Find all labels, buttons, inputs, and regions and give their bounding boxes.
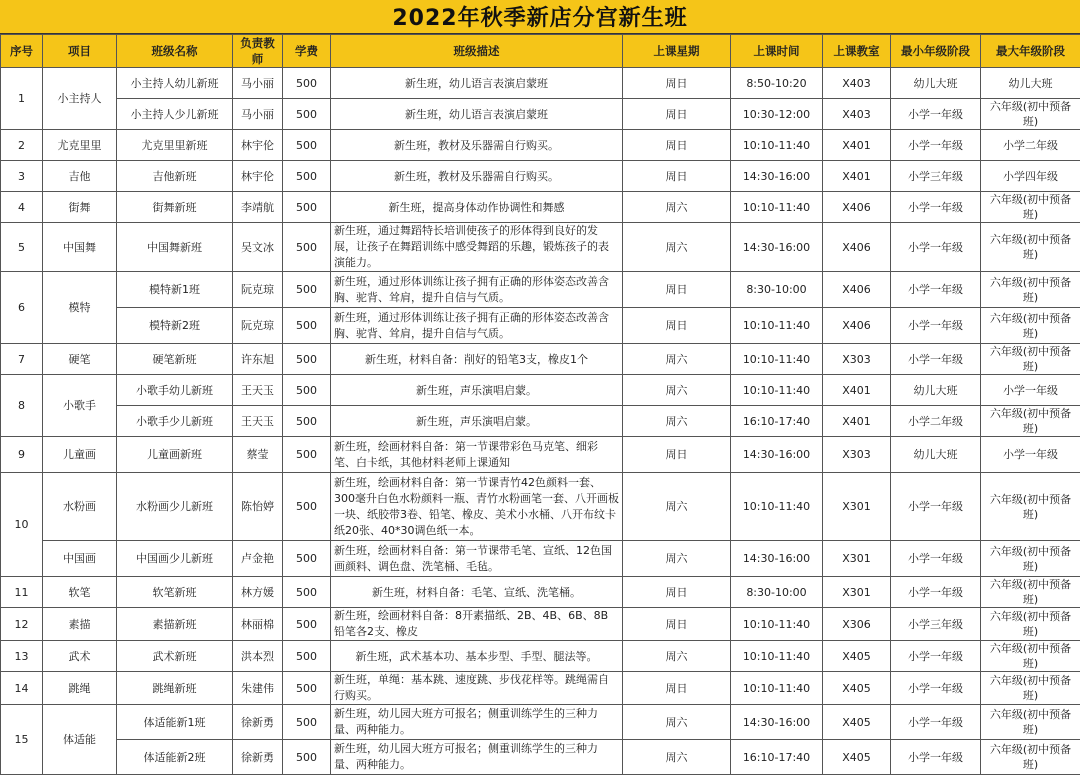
cell-min-grade: 幼儿大班 xyxy=(891,68,981,99)
cell-min-grade: 小学一年级 xyxy=(891,672,981,705)
table-row xyxy=(1,344,1080,375)
cell-no: 9 xyxy=(1,437,43,473)
cell-class-name: 小歌手幼儿新班 xyxy=(117,375,233,406)
cell-project: 武术 xyxy=(43,641,117,672)
cell-description: 新生班，声乐演唱启蒙。 xyxy=(331,406,623,437)
cell-time: 14:30-16:00 xyxy=(731,161,823,192)
cell-class-name: 水粉画少儿新班 xyxy=(117,473,233,541)
cell-no: 11 xyxy=(1,577,43,608)
cell-min-grade: 小学一年级 xyxy=(891,223,981,272)
cell-day: 周日 xyxy=(623,577,731,608)
table-row xyxy=(1,608,1080,641)
cell-day: 周日 xyxy=(623,161,731,192)
cell-class-name: 小主持人幼儿新班 xyxy=(117,68,233,99)
cell-description: 新生班，通过舞蹈特长培训使孩子的形体得到良好的发展，让孩子在舞蹈训练中感受舞蹈的乐趣，锻炼孩子的表演能力。 xyxy=(331,223,623,272)
cell-max-grade: 六年级(初中预备班) xyxy=(981,308,1080,344)
cell-min-grade: 小学一年级 xyxy=(891,740,981,775)
cell-room: X301 xyxy=(823,473,891,541)
cell-room: X405 xyxy=(823,705,891,740)
cell-class-name: 儿童画新班 xyxy=(117,437,233,473)
cell-max-grade: 小学一年级 xyxy=(981,437,1080,473)
cell-time: 14:30-16:00 xyxy=(731,705,823,740)
cell-project: 水粉画 xyxy=(43,473,117,541)
cell-fee: 500 xyxy=(283,344,331,375)
cell-no: 15 xyxy=(1,705,43,775)
cell-time: 10:10-11:40 xyxy=(731,672,823,705)
cell-no: 12 xyxy=(1,608,43,641)
cell-fee: 500 xyxy=(283,406,331,437)
cell-project: 素描 xyxy=(43,608,117,641)
cell-min-grade: 小学一年级 xyxy=(891,473,981,541)
cell-room: X406 xyxy=(823,272,891,308)
cell-time: 14:30-16:00 xyxy=(731,223,823,272)
cell-teacher: 林宇伦 xyxy=(233,130,283,161)
cell-day: 周六 xyxy=(623,705,731,740)
cell-description: 新生班，通过形体训练让孩子拥有正确的形体姿态改善含胸、驼背、耸肩，提升自信与气质。 xyxy=(331,308,623,344)
cell-time: 8:50-10:20 xyxy=(731,68,823,99)
cell-day: 周日 xyxy=(623,68,731,99)
cell-room: X403 xyxy=(823,68,891,99)
header-room: 上课教室 xyxy=(823,35,891,68)
cell-class-name: 小歌手少儿新班 xyxy=(117,406,233,437)
cell-no: 4 xyxy=(1,192,43,223)
cell-teacher: 林丽棉 xyxy=(233,608,283,641)
cell-fee: 500 xyxy=(283,161,331,192)
cell-room: X301 xyxy=(823,577,891,608)
cell-no: 10 xyxy=(1,473,43,577)
cell-max-grade: 六年级(初中预备班) xyxy=(981,272,1080,308)
class-table xyxy=(0,34,1080,775)
table-row xyxy=(1,641,1080,672)
cell-teacher: 王天玉 xyxy=(233,375,283,406)
cell-project: 中国画 xyxy=(43,541,117,577)
cell-teacher: 徐新勇 xyxy=(233,740,283,775)
cell-day: 周六 xyxy=(623,406,731,437)
cell-day: 周六 xyxy=(623,344,731,375)
cell-max-grade: 六年级(初中预备班) xyxy=(981,672,1080,705)
table-row xyxy=(1,672,1080,705)
cell-room: X406 xyxy=(823,223,891,272)
cell-teacher: 洪本烈 xyxy=(233,641,283,672)
cell-class-name: 中国舞新班 xyxy=(117,223,233,272)
cell-no: 7 xyxy=(1,344,43,375)
cell-description: 新生班，提高身体动作协调性和舞感 xyxy=(331,192,623,223)
cell-class-name: 模特新1班 xyxy=(117,272,233,308)
table-row xyxy=(1,406,1080,437)
table-row xyxy=(1,223,1080,272)
cell-project: 儿童画 xyxy=(43,437,117,473)
cell-project: 硬笔 xyxy=(43,344,117,375)
cell-fee: 500 xyxy=(283,308,331,344)
cell-day: 周六 xyxy=(623,541,731,577)
cell-room: X401 xyxy=(823,375,891,406)
cell-day: 周六 xyxy=(623,375,731,406)
cell-fee: 500 xyxy=(283,641,331,672)
table-row xyxy=(1,740,1080,775)
cell-fee: 500 xyxy=(283,473,331,541)
cell-fee: 500 xyxy=(283,130,331,161)
table-row xyxy=(1,577,1080,608)
cell-description: 新生班，材料自备：削好的铅笔3支，橡皮1个 xyxy=(331,344,623,375)
cell-max-grade: 小学一年级 xyxy=(981,375,1080,406)
cell-day: 周日 xyxy=(623,130,731,161)
cell-teacher: 许东旭 xyxy=(233,344,283,375)
cell-teacher: 朱建伟 xyxy=(233,672,283,705)
table-row xyxy=(1,130,1080,161)
cell-fee: 500 xyxy=(283,272,331,308)
cell-teacher: 蔡莹 xyxy=(233,437,283,473)
cell-no: 6 xyxy=(1,272,43,344)
cell-time: 10:10-11:40 xyxy=(731,308,823,344)
table-row xyxy=(1,473,1080,541)
cell-day: 周六 xyxy=(623,192,731,223)
header-fee: 学费 xyxy=(283,35,331,68)
cell-fee: 500 xyxy=(283,99,331,130)
cell-min-grade: 幼儿大班 xyxy=(891,437,981,473)
cell-class-name: 硬笔新班 xyxy=(117,344,233,375)
cell-class-name: 吉他新班 xyxy=(117,161,233,192)
cell-description: 新生班，声乐演唱启蒙。 xyxy=(331,375,623,406)
header-description: 班级描述 xyxy=(331,35,623,68)
cell-min-grade: 小学二年级 xyxy=(891,406,981,437)
cell-time: 10:10-11:40 xyxy=(731,192,823,223)
cell-min-grade: 小学一年级 xyxy=(891,99,981,130)
table-row xyxy=(1,705,1080,740)
table-row xyxy=(1,308,1080,344)
cell-description: 新生班，通过形体训练让孩子拥有正确的形体姿态改善含胸、驼背、耸肩，提升自信与气质。 xyxy=(331,272,623,308)
cell-description: 新生班，武术基本功、基本步型、手型、腿法等。 xyxy=(331,641,623,672)
cell-teacher: 阮克琼 xyxy=(233,308,283,344)
header-max-grade: 最大年级阶段 xyxy=(981,35,1080,68)
cell-teacher: 林宇伦 xyxy=(233,161,283,192)
header-day: 上课星期 xyxy=(623,35,731,68)
cell-day: 周日 xyxy=(623,672,731,705)
cell-min-grade: 小学一年级 xyxy=(891,308,981,344)
cell-teacher: 马小丽 xyxy=(233,99,283,130)
cell-fee: 500 xyxy=(283,740,331,775)
cell-project: 吉他 xyxy=(43,161,117,192)
cell-time: 10:10-11:40 xyxy=(731,130,823,161)
cell-time: 10:10-11:40 xyxy=(731,641,823,672)
table-row xyxy=(1,375,1080,406)
cell-room: X403 xyxy=(823,99,891,130)
cell-teacher: 吴文冰 xyxy=(233,223,283,272)
cell-max-grade: 六年级(初中预备班) xyxy=(981,344,1080,375)
cell-max-grade: 六年级(初中预备班) xyxy=(981,192,1080,223)
cell-project: 跳绳 xyxy=(43,672,117,705)
cell-room: X303 xyxy=(823,344,891,375)
cell-class-name: 小主持人少儿新班 xyxy=(117,99,233,130)
cell-max-grade: 小学四年级 xyxy=(981,161,1080,192)
cell-min-grade: 小学一年级 xyxy=(891,541,981,577)
cell-max-grade: 小学二年级 xyxy=(981,130,1080,161)
cell-project: 软笔 xyxy=(43,577,117,608)
cell-time: 10:10-11:40 xyxy=(731,473,823,541)
cell-fee: 500 xyxy=(283,672,331,705)
cell-project: 中国舞 xyxy=(43,223,117,272)
cell-project: 体适能 xyxy=(43,705,117,775)
cell-min-grade: 小学一年级 xyxy=(891,272,981,308)
cell-day: 周日 xyxy=(623,608,731,641)
cell-teacher: 李靖航 xyxy=(233,192,283,223)
cell-project: 尤克里里 xyxy=(43,130,117,161)
cell-day: 周六 xyxy=(623,740,731,775)
header-row xyxy=(1,35,1080,68)
cell-project: 小歌手 xyxy=(43,375,117,437)
cell-day: 周日 xyxy=(623,272,731,308)
cell-no: 14 xyxy=(1,672,43,705)
cell-room: X401 xyxy=(823,130,891,161)
cell-fee: 500 xyxy=(283,437,331,473)
cell-class-name: 软笔新班 xyxy=(117,577,233,608)
cell-max-grade: 六年级(初中预备班) xyxy=(981,223,1080,272)
cell-description: 新生班，绘画材料自备：8开素描纸、2B、4B、6B、8B铅笔各2支、橡皮 xyxy=(331,608,623,641)
cell-time: 14:30-16:00 xyxy=(731,437,823,473)
cell-time: 10:10-11:40 xyxy=(731,344,823,375)
cell-time: 16:10-17:40 xyxy=(731,740,823,775)
cell-teacher: 阮克琼 xyxy=(233,272,283,308)
cell-class-name: 素描新班 xyxy=(117,608,233,641)
cell-day: 周日 xyxy=(623,308,731,344)
table-row xyxy=(1,68,1080,99)
cell-class-name: 体适能新1班 xyxy=(117,705,233,740)
cell-min-grade: 小学三年级 xyxy=(891,161,981,192)
cell-room: X301 xyxy=(823,541,891,577)
cell-class-name: 跳绳新班 xyxy=(117,672,233,705)
cell-min-grade: 小学一年级 xyxy=(891,641,981,672)
cell-day: 周六 xyxy=(623,641,731,672)
cell-room: X405 xyxy=(823,672,891,705)
cell-day: 周六 xyxy=(623,473,731,541)
table-row xyxy=(1,437,1080,473)
cell-time: 16:10-17:40 xyxy=(731,406,823,437)
cell-description: 新生班，教材及乐器需自行购买。 xyxy=(331,130,623,161)
cell-max-grade: 幼儿大班 xyxy=(981,68,1080,99)
cell-description: 新生班，单绳：基本跳、速度跳、步伐花样等。跳绳需自行购买。 xyxy=(331,672,623,705)
cell-class-name: 体适能新2班 xyxy=(117,740,233,775)
table-row xyxy=(1,541,1080,577)
cell-day: 周日 xyxy=(623,437,731,473)
cell-teacher: 马小丽 xyxy=(233,68,283,99)
cell-time: 10:10-11:40 xyxy=(731,608,823,641)
cell-no: 8 xyxy=(1,375,43,437)
cell-no: 5 xyxy=(1,223,43,272)
cell-no: 13 xyxy=(1,641,43,672)
table-row xyxy=(1,161,1080,192)
cell-no: 1 xyxy=(1,68,43,130)
cell-max-grade: 六年级(初中预备班) xyxy=(981,473,1080,541)
cell-time: 8:30-10:00 xyxy=(731,272,823,308)
cell-description: 新生班，绘画材料自备：第一节课带彩色马克笔、细彩笔、白卡纸，其他材料老师上课通知 xyxy=(331,437,623,473)
cell-description: 新生班，材料自备：毛笔、宣纸、洗笔桶。 xyxy=(331,577,623,608)
cell-min-grade: 幼儿大班 xyxy=(891,375,981,406)
cell-room: X405 xyxy=(823,641,891,672)
cell-description: 新生班，幼儿园大班方可报名；侧重训练学生的三种力量、两种能力。 xyxy=(331,740,623,775)
cell-description: 新生班，教材及乐器需自行购买。 xyxy=(331,161,623,192)
cell-min-grade: 小学一年级 xyxy=(891,344,981,375)
cell-teacher: 王天玉 xyxy=(233,406,283,437)
cell-teacher: 徐新勇 xyxy=(233,705,283,740)
cell-no: 3 xyxy=(1,161,43,192)
cell-day: 周六 xyxy=(623,223,731,272)
cell-max-grade: 六年级(初中预备班) xyxy=(981,577,1080,608)
table-row xyxy=(1,192,1080,223)
cell-fee: 500 xyxy=(283,577,331,608)
cell-room: X306 xyxy=(823,608,891,641)
cell-teacher: 林方媛 xyxy=(233,577,283,608)
cell-fee: 500 xyxy=(283,68,331,99)
cell-min-grade: 小学一年级 xyxy=(891,192,981,223)
cell-fee: 500 xyxy=(283,705,331,740)
cell-description: 新生班，幼儿语言表演启蒙班 xyxy=(331,99,623,130)
cell-room: X405 xyxy=(823,740,891,775)
cell-time: 14:30-16:00 xyxy=(731,541,823,577)
cell-description: 新生班，幼儿语言表演启蒙班 xyxy=(331,68,623,99)
cell-time: 10:10-11:40 xyxy=(731,375,823,406)
header-no: 序号 xyxy=(1,35,43,68)
cell-class-name: 街舞新班 xyxy=(117,192,233,223)
sheet-title: 2022年秋季新店分宫新生班 xyxy=(0,0,1080,34)
cell-max-grade: 六年级(初中预备班) xyxy=(981,641,1080,672)
header-teacher: 负责教师 xyxy=(233,35,283,68)
cell-room: X406 xyxy=(823,308,891,344)
cell-class-name: 武术新班 xyxy=(117,641,233,672)
cell-max-grade: 六年级(初中预备班) xyxy=(981,608,1080,641)
cell-room: X401 xyxy=(823,406,891,437)
header-class-name: 班级名称 xyxy=(117,35,233,68)
cell-max-grade: 六年级(初中预备班) xyxy=(981,705,1080,740)
cell-max-grade: 六年级(初中预备班) xyxy=(981,99,1080,130)
cell-room: X401 xyxy=(823,161,891,192)
cell-room: X303 xyxy=(823,437,891,473)
header-time: 上课时间 xyxy=(731,35,823,68)
cell-min-grade: 小学一年级 xyxy=(891,577,981,608)
header-min-grade: 最小年级阶段 xyxy=(891,35,981,68)
cell-max-grade: 六年级(初中预备班) xyxy=(981,740,1080,775)
cell-teacher: 陈怡婷 xyxy=(233,473,283,541)
header-project: 项目 xyxy=(43,35,117,68)
table-row xyxy=(1,99,1080,130)
cell-fee: 500 xyxy=(283,192,331,223)
cell-project: 街舞 xyxy=(43,192,117,223)
cell-min-grade: 小学一年级 xyxy=(891,130,981,161)
cell-project: 模特 xyxy=(43,272,117,344)
cell-description: 新生班，幼儿园大班方可报名；侧重训练学生的三种力量、两种能力。 xyxy=(331,705,623,740)
cell-project: 小主持人 xyxy=(43,68,117,130)
cell-min-grade: 小学三年级 xyxy=(891,608,981,641)
cell-max-grade: 六年级(初中预备班) xyxy=(981,406,1080,437)
cell-room: X406 xyxy=(823,192,891,223)
cell-description: 新生班，绘画材料自备：第一节课青竹42色颜料一套、300毫升白色水粉颜料一瓶、青竹水粉画笔一套、八开画板一块、纸胶带3卷、铅笔、橡皮、美术小水桶、八开布纹卡纸20张、40*30调色纸一本。 xyxy=(331,473,623,541)
cell-time: 8:30-10:00 xyxy=(731,577,823,608)
cell-time: 10:30-12:00 xyxy=(731,99,823,130)
cell-min-grade: 小学一年级 xyxy=(891,705,981,740)
cell-max-grade: 六年级(初中预备班) xyxy=(981,541,1080,577)
cell-class-name: 模特新2班 xyxy=(117,308,233,344)
cell-class-name: 中国画少儿新班 xyxy=(117,541,233,577)
cell-fee: 500 xyxy=(283,541,331,577)
table-row xyxy=(1,272,1080,308)
cell-teacher: 卢金艳 xyxy=(233,541,283,577)
cell-day: 周日 xyxy=(623,99,731,130)
cell-fee: 500 xyxy=(283,608,331,641)
cell-fee: 500 xyxy=(283,223,331,272)
cell-no: 2 xyxy=(1,130,43,161)
cell-class-name: 尤克里里新班 xyxy=(117,130,233,161)
cell-description: 新生班，绘画材料自备：第一节课带毛笔、宣纸、12色国画颜料、调色盘、洗笔桶、毛毡。 xyxy=(331,541,623,577)
cell-fee: 500 xyxy=(283,375,331,406)
